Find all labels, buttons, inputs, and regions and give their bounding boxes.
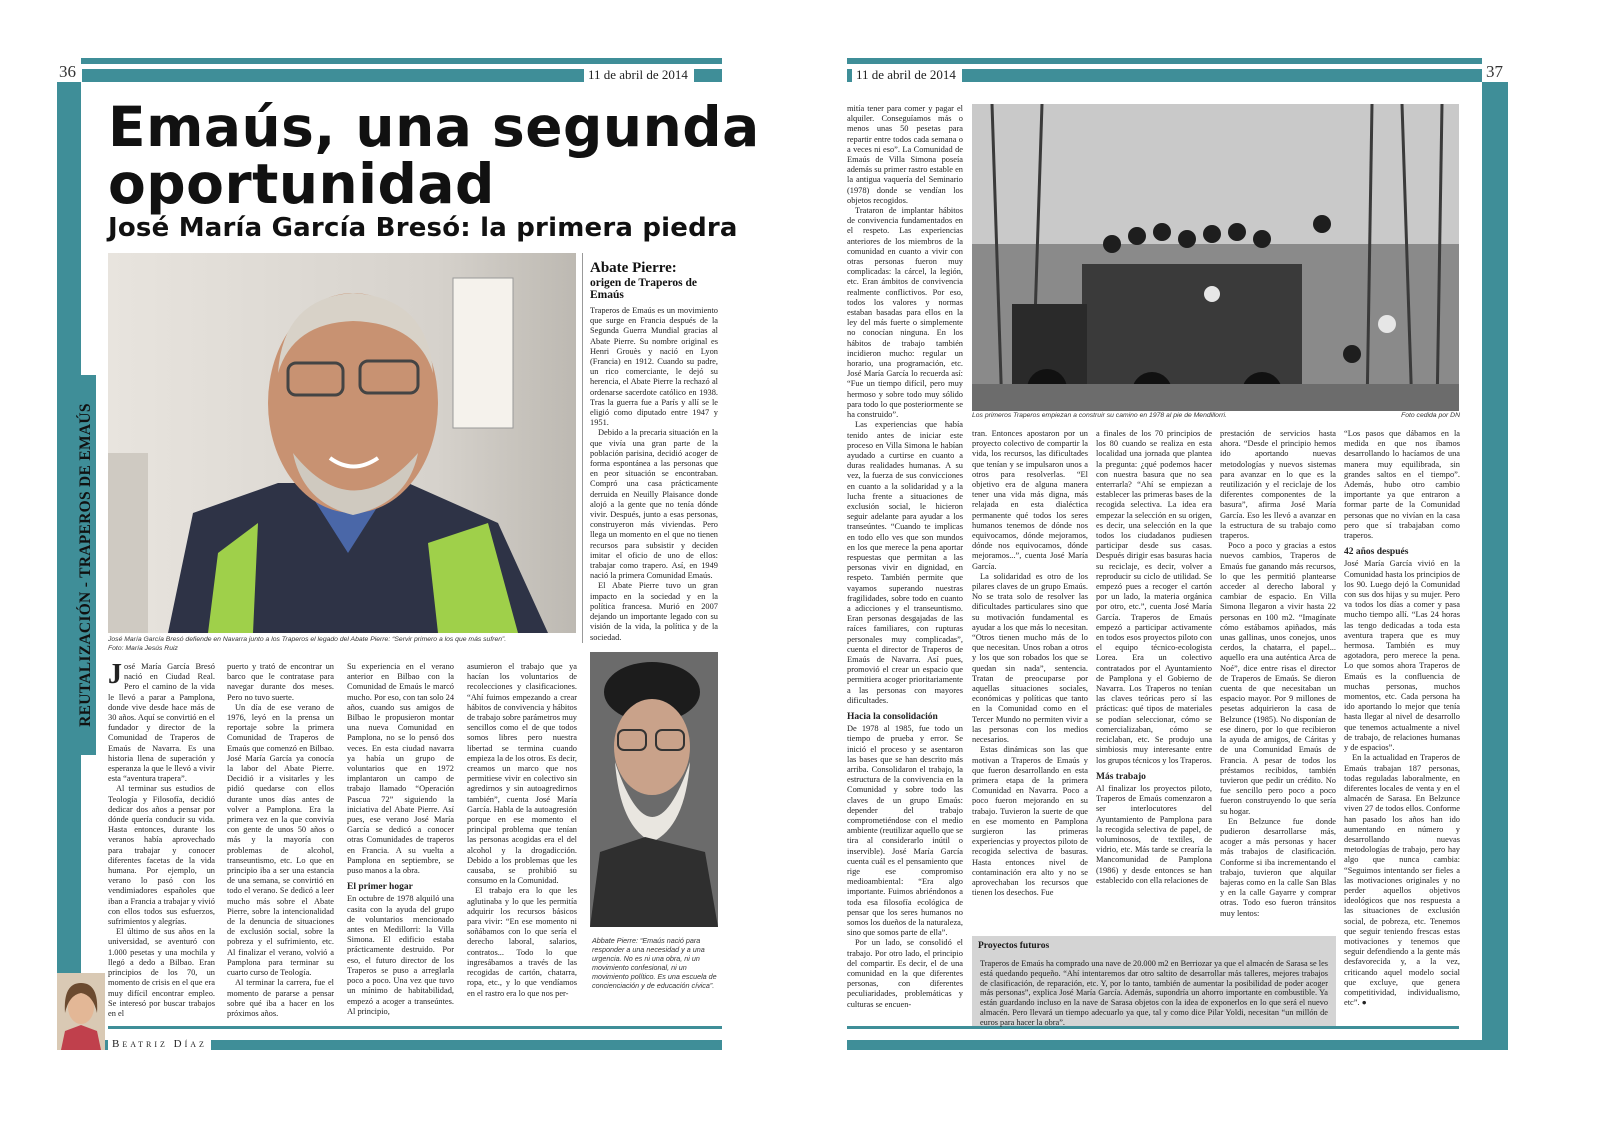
left-date: 11 de abril de 2014 xyxy=(584,67,694,83)
section-label: REUTALIZACIÓN - TRAPEROS DE EMAÚS xyxy=(76,375,96,755)
paragraph: En octubre de 1978 alquiló una casita con la ayuda del grupo de voluntarios mencionado antes en Medillorri: la Villa Simona. El edificio estaba prácticamente destruido. Por eso, el futuro director de los Traperos se puso a arreglarla poco a poco. Una vez que tuvo un mínimo de habitabilidad, empezó a acoger a transeúntes. Al principio, xyxy=(347,894,454,1016)
left-column-4 xyxy=(467,662,577,1027)
sidebar-subtitle: origen de Traperos de Emaús xyxy=(590,277,698,301)
paragraph: El último de sus años en la universidad, se aventuró con 1.000 pesetas y una mochila y llegó a dedo a Bilbao. Eran principios de los 70, un momento de crisis en el que era muy difícil encontrar empleo. Se interesó por buscar trabajos en el xyxy=(108,927,215,1018)
paragraph: mitía tener para comer y pagar el alquiler. Conseguíamos más o menos unas 50 pesetas para repartir entre todos cada semana o a veces ni eso”. La Comunidad de Emaús de Villa Simona poseía además su primer rastro estable en la antigua vaquería del Seminario (1978) donde se vendían los objetos recogidos. xyxy=(847,104,963,205)
abbe-pierre-photo xyxy=(590,652,718,927)
box-title: Proyectos futuros xyxy=(978,941,1050,951)
paragraph: prestación de servicios hasta ahora. “Desde el principio hemos ido aportando nuevas metodologías y nuevos sistemas para avanzar en lo que es la reutilización y el reciclaje de los diferentes componentes de la basura”, afirma José María García. Eso les llevó a avanzar en la estructura de su trabajo como traperos. xyxy=(1220,429,1336,541)
subheading: 42 años después xyxy=(1344,547,1409,558)
right-column-1 xyxy=(847,104,963,1028)
paragraph: “Los pasos que dábamos en la medida en que nos íbamos desarrollando lo hacíamos de una manera muy equilibrada, sin grandes saltos en el tiempo”. Además, hubo otro cambio importante ya que entraron a formar parte de la Comunidad personas que no vivían en la casa pero que sí trabajaban como traperos. xyxy=(1344,429,1460,541)
right-column-4 xyxy=(1220,429,1336,932)
right-page-number: 37 xyxy=(1486,62,1503,81)
paragraph: El trabajo era lo que les aglutinaba y lo que les permitía adquirir los recursos básicos para vivir: “En ese momento ni soñábamos con lo que sería el derecho laboral, salarios, contratos... Todo lo que ingresábamos a través de las recogidas de cartón, chatarra, ropa, etc., y lo que vendíamos en el rastro era lo que nos per- xyxy=(467,886,577,998)
paragraph: Al finalizar los proyectos piloto, Traperos de Emaús comenzaron a ser interlocutores del Ayuntamiento de Pamplona para la recogida selectiva de papel, de voluminosos, de textiles, de vidrio, etc. Más tarde se crearía la Mancomunidad de Pamplona (1986) y desde entonces se han establecido con ella relaciones de xyxy=(1096,783,1212,885)
future-projects-box xyxy=(972,936,1336,1026)
right-bottom-bar xyxy=(847,1040,1508,1050)
sidebar-divider xyxy=(582,253,583,643)
article-title-line2: oportunidad xyxy=(108,152,495,216)
sidebar-paragraph: El Abate Pierre tuvo un gran impacto en la sociedad y en la política francesa. Murió en 2007 dejando un importante legado con su visión de la vida, la política y de la sociedad. xyxy=(590,581,718,642)
paragraph: Trataron de implantar hábitos de convivencia fundamentados en el respeto. Las experiencias anteriores de los miembros de la comunidad en cuanto a vivir con otras personas fueron muy complicadas: la cárcel, la legión, etc. Eran ámbitos de convivencia realmente conflictivos. Por eso, todos los valores y normas estaban basadas para ellos en la ley del más fuerte o simplemente no conocían ninguna. En los hábitos de trabajo también incidieron mucho: regular un horario, una programación, etc. José María García lo recuerda así: “Fue un tiempo difícil, pero muy hermoso y sobre todo muy sólido para todo lo que posteriormente se ha construido”. xyxy=(847,206,963,420)
main-photo-caption: José María García Bresó defiende en Navarra junto a los Traperos el legado del Abate Pierre: “Servir primero a los que más sufren”. xyxy=(108,636,507,643)
abbe-pierre-caption: Abbate Pierre: “Emaús nació para responder a una necesidad y a una urgencia. No es ni una obra, ni un movimiento confesional, ni un movimiento político. Es una escuela de concienciación y de educación cívica”. xyxy=(592,936,717,990)
paragraph: Un día de ese verano de 1976, leyó en la prensa un reportaje sobre la primera Comunidad de Traperos de Emaús que comenzó en Bilbao. José María García ya conocía la labor del Abate Pierre. Decidió ir a visitarles y les pidió quedarse con ellos durante unos días antes de volver a Pamplona. Era la primera vez en la que convivía con gente de unos 50 años o más y la mayoría con problemas de alcohol, transeuntismo, etc. Lo que en principio iba a ser una estancia de una semana, se convirtió en todo el verano. Se dedicó a leer mucho más sobre el Abate Pierre, sobre la intencionalidad de la denuncia de situaciones de exclusión social, sobre la pobreza y el sufrimiento, etc. Al finalizar el verano, volvió a Pamplona para terminar su cuarto curso de Teología. xyxy=(227,702,334,978)
article-subtitle: José María García Bresó: la primera piedra xyxy=(108,213,738,243)
paragraph: La solidaridad es otro de los pilares claves de un grupo Emaús. No se trata solo de resolver las dificultades particulares sino que su motivación fundamental es ayudar a los que más lo necesitan. “Otros tienen mucho más de lo que necesitan. Unos roban a otros y los que son robados los que se quedan sin nada”, sentencia. Tratan de preocuparse por aquellas situaciones sociales, económicas y políticas que tanto en la Comunidad como en el Tercer Mundo no permiten vivir a las personas con los medios necesarios. xyxy=(972,571,1088,745)
paragraph: Su experiencia en el verano anterior en Bilbao con la Comunidad de Emaús le marcó mucho. Por eso, con tan solo 24 años, cuando sus amigos de Bilbao le propusieron montar una nueva Comunidad en Pamplona, no se lo pensó dos veces. En esta ciudad navarra ya había un grupo de voluntarios que en 1972 implantaron un campo de trabajo llamado “Operación Pascua 72” siguiendo la iniciativa del Abate Pierre. Así pues, ese verano José María García se dedicó a conocer otras Comunidades de traperos en Francia. A su vuelta a Pamplona en septiembre, se puso manos a la obra. xyxy=(347,662,454,876)
right-top-rule xyxy=(847,58,1508,64)
paragraph: puerto y trató de encontrar un barco que le contratase para navegar durante dos meses. Pero no tuvo suerte. xyxy=(227,662,334,702)
paragraph: Las experiencias que había tenido antes de iniciar este proceso en Villa Simona le habían ayudado a curtirse en cuanto a duras realidades humanas. A su vez, la fuerza de sus convicciones en cuanto a la solidaridad y a la lucha frente a situaciones de exclusión social, le hicieron seguir adelante para ayudar a los transeúntes. “Cuando te implicas en todo ello ves que son mundos en los que merece la pena aportar respuestas que permitan a las personas vivir en dignidad, en respeto. También permite que vayamos superando nuestras fragilidades, sobre todo en cuanto a adicciones y el transeuntismo. Eran personas desgajadas de las raíces familiares, con rupturas personales muy complicadas”, cuenta el director de Traperos de Emaús de Navarra. Así pues, promovió el crear un espacio que permitiera acoger prioritariamente a las personas con mayores dificultades. xyxy=(847,420,963,705)
author-avatar xyxy=(57,973,105,1050)
right-column-3 xyxy=(1096,429,1212,932)
article-title-line1: Emaús, una segunda xyxy=(108,95,760,159)
paragraph: José María García Bresó nació en Ciudad Real. Pero el camino de la vida le llevó a parar a Pamplona, donde vive desde hace más de 30 años. Aquí se convirtió en el fundador y director de la Comunidad de Traperos de Emaús de Navarra. Es una historia llena de superación y esperanza la que le llevó a vivir esta “aventura trapera”. xyxy=(108,662,215,784)
truck-photo-caption: Los primeros Traperos empiezan a construir su camino en 1978 al pie de Mendillorri. xyxy=(972,412,1227,419)
left-column-3 xyxy=(347,662,454,1027)
paragraph: José María García vivió en la Comunidad hasta los principios de los 90. Luego dejó la Comunidad con sus dos hijas y su mujer. Pero va todos los días a comer y pasa mucho tiempo allí. “Las 24 horas las tengo dedicadas a toda esta aventura trapera que es muy hermosa. También es muy agotadora, pero merece la pena. Lo que somos ahora Traperos de Emaús es la confluencia de muchas personas, muchos momentos, etc. Cada persona ha ido aportando lo mejor que tenía hasta llegar al nivel de desarrollo que tenemos actualmente a nivel de trabajo, de relaciones humanas y de espacios”. xyxy=(1344,559,1460,753)
truck-photo-credit: Foto cedida por DN xyxy=(1401,412,1460,419)
subheading: Más trabajo xyxy=(1096,771,1146,782)
sidebar-paragraph: Traperos de Emaús es un movimiento que surge en Francia después de la Segunda Guerra Mundial gracias al Abate Pierre. Su nombre original es Henri Grouès y nació en Lyon (Francia) en 1912. Cuando su padre, un rico comerciante, le dejó su herencia, el Abate Pierre la rechazó al ordenarse sacerdote católico en 1938. Tras la guerra fue a París y allí se le eligió como diputado entre 1947 y 1951. xyxy=(590,306,718,428)
right-column-5 xyxy=(1344,429,1460,1026)
right-column-2-text-real xyxy=(972,429,1088,932)
sidebar-paragraph: Debido a la precaria situación en la que vivía una gran parte de la población parisina, decidió acoger de forma espontánea a las personas que en peor situación se encontraban. Compró una casa prácticamente derruida en Neuilly Plaisance donde alojó a la gente que no tenía dónde vivir. Después, junto a esas personas, construyeron más viviendas. Pero llega un momento en el que no tienen recursos para subsistir y deciden imitar el oficio de uno de ellos: trabajar como trapero. Así, en 1949 nació la primera Comunidad Emaús. xyxy=(590,428,718,581)
paragraph: En la actualidad en Traperos de Emaús trabajan 187 personas, todas reguladas laboralmente, en diferentes locales de venta y en el almacén de Sarasa. En Belzunce viven 27 de todos ellos. Conforme han pasado los años han ido aumentando en número y desarrollando nuevas metodologías de trabajo, pero hay algo que nunca cambia: “Seguimos intentando ser fieles a las motivaciones originales y no perder aquellos objetivos ideológicos que nos respuesta a las situaciones de exclusión social, de pobreza, etc. Tenemos que seguir teniendo frescas estas motivaciones y tenemos que seguir defendiendo a la gente más desfavorecida y, a la vez, criticando aquel modelo social que excluye, que genera competitividad, individualismo, etc”. ● xyxy=(1344,753,1460,1008)
main-photo-credit: Foto: María Jesús Ruiz xyxy=(108,645,178,652)
sidebar-body xyxy=(590,306,718,646)
left-page-number: 36 xyxy=(59,62,76,81)
right-date: 11 de abril de 2014 xyxy=(852,67,962,83)
paragraph: asumieron el trabajo que ya hacían los voluntarios de recolecciones y clasificaciones. “Ahí fuimos empezando a crear hábitos de convivencia y hábitos de trabajo sobre parámetros muy sencillos como el de que todos somos libres pero nuestra libertad se termina cuando empieza la de los otros. Es decir, creamos un marco que nos permitiese vivir en colectivo sin agredirnos y sin autoagredirnos también”, cuenta José María García. Habla de la autoagresión porque en ese momento el principal problema que tenían las personas acogidas era el del alcohol y la drogadicción. Debido a los problemas que les causaba, se prohibió su consumo en la Comunidad. xyxy=(467,662,577,886)
paragraph: Al terminar sus estudios de Teología y Filosofía, decidió dedicar dos años a pensar por dónde quería conducir su vida. Hasta entonces, durante los veranos había aprovechado para trabajar y conocer diferentes facetas de la vida humana. Por ejemplo, un verano lo pasó con los vendimiadores españoles que iban a Francia a trabajar y vivió con ellos todos sus esfuerzos, sufrimientos y alegrías. xyxy=(108,784,215,927)
right-side-bar xyxy=(1482,64,1508,1049)
left-top-rule xyxy=(57,58,722,64)
sidebar-title: Abate Pierre: xyxy=(590,260,677,276)
box-text: Traperos de Emaús ha comprado una nave de 20.000 m2 en Berriozar ya que el almacén de Sarasa se les está quedando pequeño. “Ahí intentaremos dar otro saltito de desarrollar más talleres, mejores trabajos de clasificación, de reparación, etc. Y, por lo tanto, también de aumentar la posibilidad de poder acoger más personas”, explica José María García. Además, supondría un ahorro importante en combustible. Ya están guardando incluso en la nave de Sarasa objetos con la idea de exponerlos en lo que será el nuevo almacén. Pero llevará un tiempo adecuarlo ya que, tal y como dice Pilar Yoldi, necesitan “un millón de euros para hacer la obra”. xyxy=(980,959,1328,1027)
paragraph: Estas dinámicas son las que motivan a Traperos de Emaús y que fueron desarrollando en esta primera etapa de la primera Comunidad en Navarra. Poco a poco fueron mejorando en su trabajo. Tuvieron la suerte de que en ese momento en Pamplona surgieron las primeras experiencias y proyectos piloto de recogida selectiva de basuras. Hasta entonces nivel de contaminación era alto y no se aprovechaban los recursos que tienen los desechos. Fue xyxy=(972,745,1088,898)
left-column-2 xyxy=(227,662,334,1027)
paragraph: Al terminar la carrera, fue el momento de pararse a pensar sobre qué iba a hacer en los próximos años. xyxy=(227,978,334,1018)
left-column-1 xyxy=(108,662,215,1027)
paragraph: Por un lado, se consolidó el trabajo. Por otro lado, el principio del compartir. Es decir, el de una comunidad en la que diferentes personas, con diferentes peculiaridades, problemáticas y culturas se encuen- xyxy=(847,938,963,1009)
truck-photo xyxy=(972,104,1459,411)
subheading: Hacia la consolidación xyxy=(847,711,938,722)
paragraph: Poco a poco y gracias a estos nuevos cambios, Traperos de Emaús fue ganando más recursos, lo que les permitió plantearse acceder al derecho laboral y cambiar de espacio. En Villa Simona llegaron a vivir hasta 22 personas en 100 m2. “Imagínate cómo estábamos apiñados, más unas gallinas, unos conejos, unos cerdos, la chatarra, el papel... aquello era una auténtica Arca de Noé”, dice entre risas el director de Traperos de Emaús. Se dieron cuenta de que necesitaban un espacio mayor. Por 9 millones de pesetas adquirieron la casa de Belzunce (1985). No disponían de ese dinero, por lo que recibieron la ayuda de amigos, de Cáritas y de una Comunidad Emaús de Francia. A pesar de todos los préstamos recibidos, también tuvieron que pedir un crédito. No fue sencillo pero poco a poco fueron construyendo lo que sería su hogar. xyxy=(1220,541,1336,816)
paragraph: De 1978 al 1985, fue todo un tiempo de prueba y error. Se inició el proceso y se asentaron las bases que se han descrito más arriba. Consolidaron el trabajo, la estructura de la convivencia en la Comunidad y sobre todo las claves de un grupo Emaús: depender del trabajo comprometiéndose con el medio ambiente (reutilizar aquello que se tira al considerarlo inútil o inservible). José María García cuenta cuál es el pensamiento que rige ese compromiso medioambiental: “Era algo importante. Fuimos abriéndonos a toda esa filosofía ecológica de pensar que los seres humanos no somos los dueños de la naturaleza, sino que somos parte de ella”. xyxy=(847,724,963,938)
main-photo xyxy=(108,253,576,633)
subheading: El primer hogar xyxy=(347,882,413,893)
paragraph: tran. Entonces apostaron por un proyecto colectivo de compartir la vida, los recursos, las dificultades que tenían y se impulsaron unos a otros para resolverlas. “El objetivo era de alguna manera tener una vida más digna, más relajada en esta dialéctica permanente qué todos los seres humanos tenemos de dónde nos equivocamos, dónde mejoramos, dónde nos equivocamos, dónde mejoramos...”, cuenta José María García. xyxy=(972,429,1088,571)
paragraph: En Belzunce fue donde pudieron desarrollarse más, acoger a más personas y hacer más trabajos de clasificación. Conforme si iba incrementando el trabajo, tuvieron que alquilar bajeras como en la calle San Blas y en la calle Gayarre y comprar otras. Todo eso fueron tránsitos muy lentos: xyxy=(1220,816,1336,918)
author-name: Beatriz Díaz xyxy=(108,1036,211,1052)
drop-cap: J xyxy=(108,662,122,690)
paragraph: a finales de los 70 principios de los 80 cuando se realiza en esta localidad una jornada que plantea la pregunta: ¿qué podemos hacer con nuestra basura que no sea enterrarla? “Ahí se empiezan a establecer las primeras bases de la recogida selectiva. La idea era empezar la selección en su origen, es decir, una selección en la que todos los ciudadanos pudiesen participar desde sus casas. Después dirigir esas basuras hacia su reciclaje, es decir, volver a reproducir su ciclo de utilidad. Se empezó pues a recoger el cartón por un lado, la materia orgánica por otro, etc.”, cuenta José María García. Traperos de Emaús empezó a participar activamente en todos esos proyectos piloto con el equipo técnico-ecologista Lorea. Era un colectivo contratados por el Ayuntamiento de Pamplona y el Gobierno de Navarra. Los Traperos no tenían las claves teóricas pero sí las prácticas: qué tipos de materiales se podían seleccionar, cómo se comercializaban, cómo se reciclaban, etc. Se produjo una simbiosis muy interesante entre los grupos técnicos y los Traperos. xyxy=(1096,429,1212,765)
